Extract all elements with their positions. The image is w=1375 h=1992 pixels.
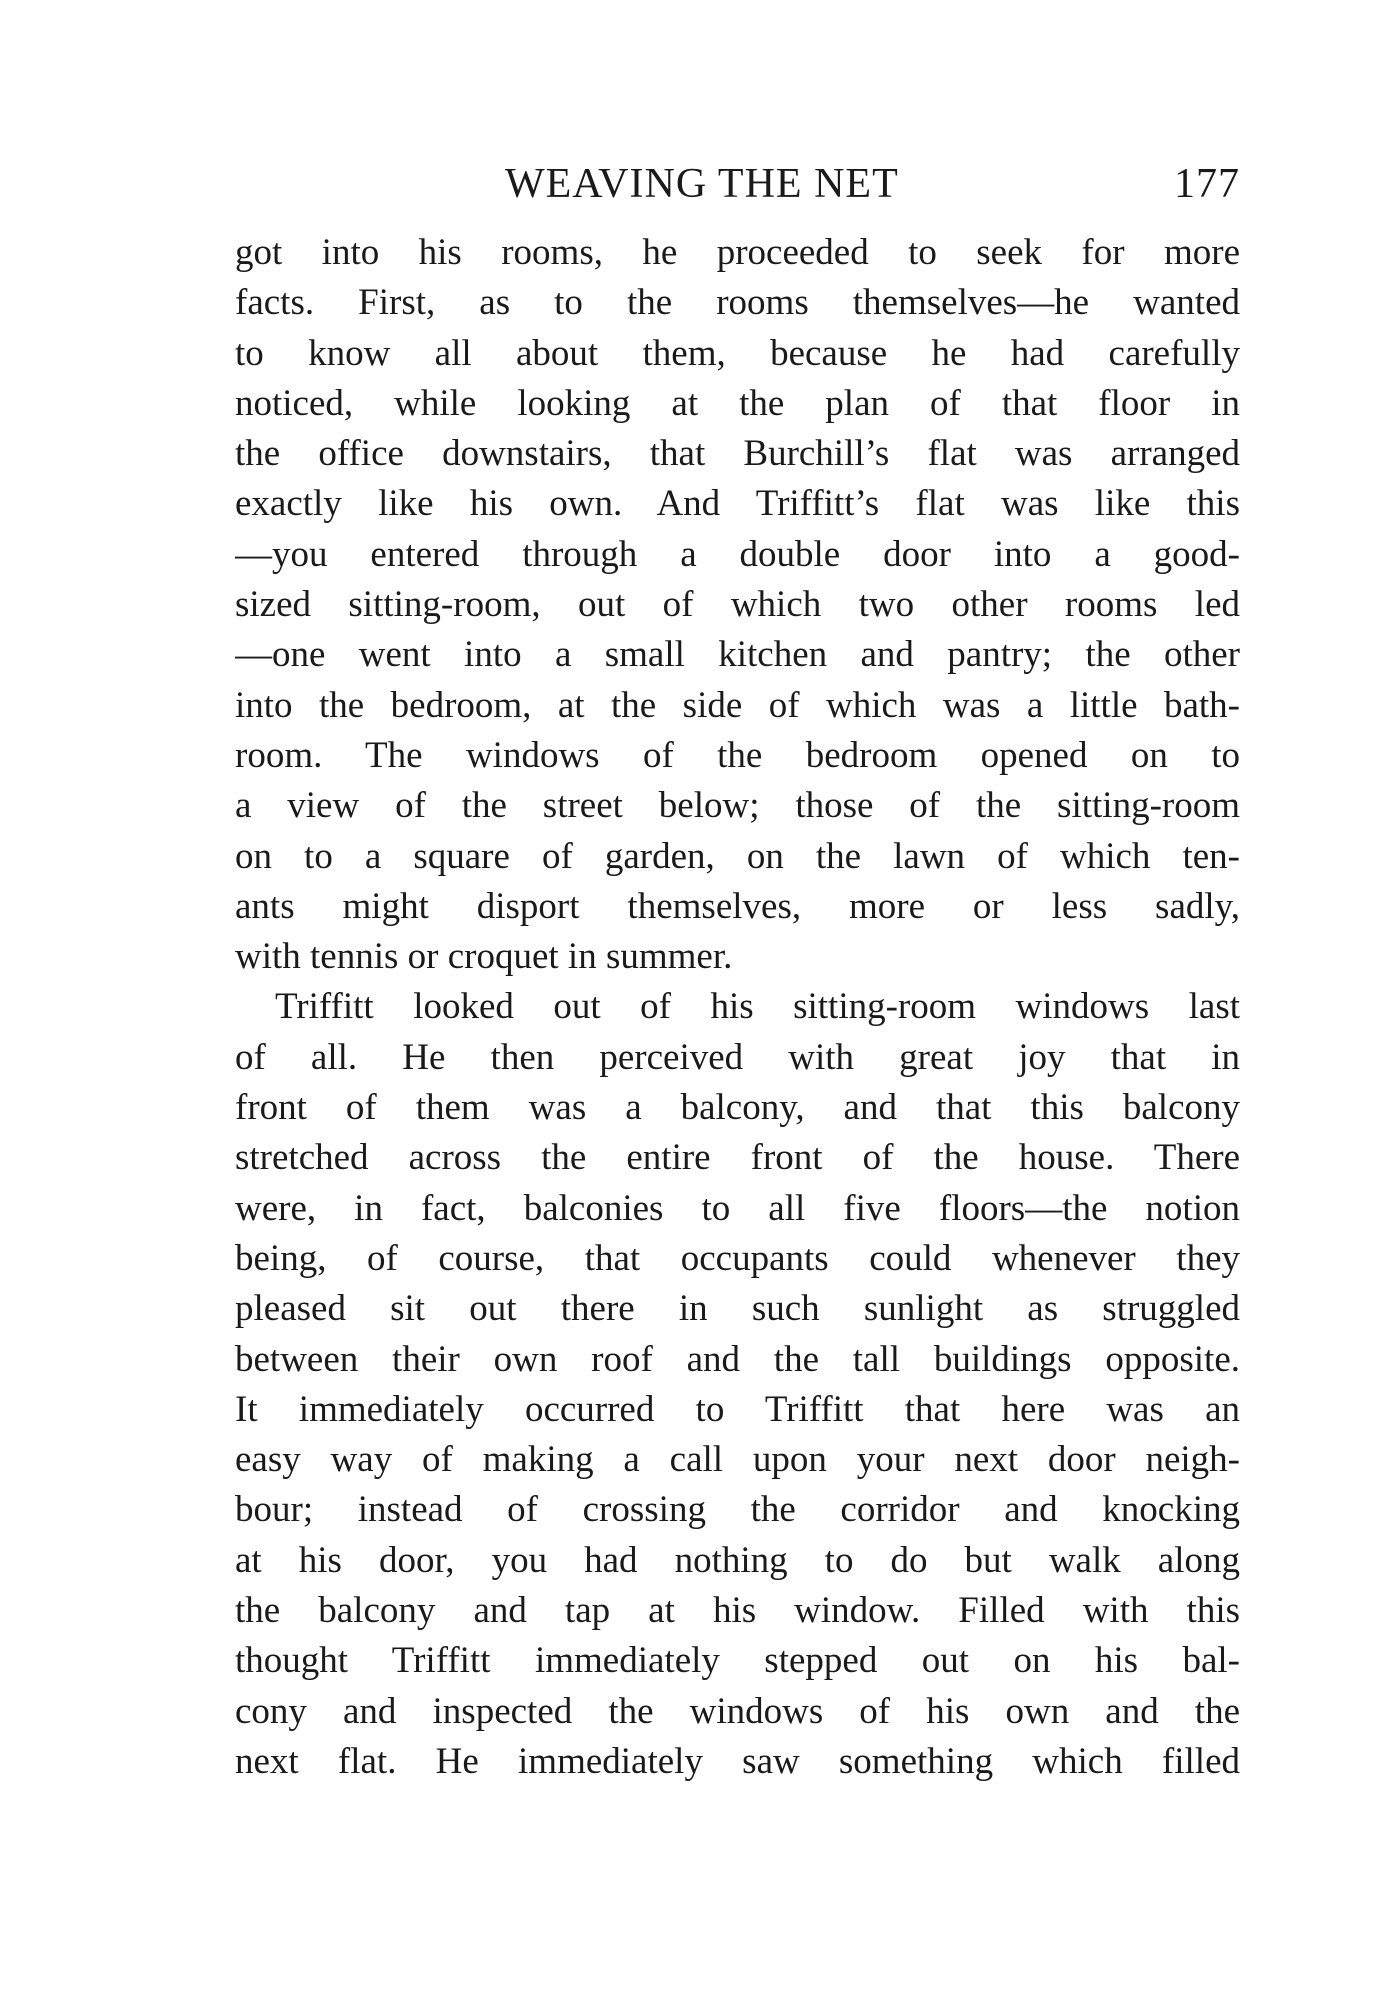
text-line: thought Triffitt immediately stepped out on his bal- xyxy=(235,1640,1240,1682)
text-line: Triffitt looked out of his sitting-room windows last xyxy=(275,986,1240,1028)
text-line: —one went into a small kitchen and pantry; the other xyxy=(235,634,1240,676)
text-line: bour; instead of crossing the corridor and knocking xyxy=(235,1489,1240,1531)
body-text xyxy=(235,228,1240,1787)
text-line: got into his rooms, he proceeded to seek for more xyxy=(235,232,1240,273)
text-line: noticed, while looking at the plan of that floor in xyxy=(235,382,1240,424)
paragraph xyxy=(235,982,1240,1787)
text-line: pleased sit out there in such sunlight as struggled xyxy=(235,1288,1240,1330)
text-line: being, of course, that occupants could whenever they xyxy=(235,1237,1240,1279)
paragraph xyxy=(235,228,1240,982)
text-line: were, in fact, balconies to all five floors—the notion xyxy=(235,1187,1240,1229)
text-line: ants might disport themselves, more or less sadly, xyxy=(235,885,1240,927)
text-line: room. The windows of the bedroom opened on to xyxy=(235,734,1240,776)
text-line: the balcony and tap at his window. Filled with this xyxy=(235,1590,1240,1632)
text-line: a view of the street below; those of the sitting-room xyxy=(235,785,1240,827)
text-line: the office downstairs, that Burchill’s flat was arranged xyxy=(235,433,1240,475)
text-line: next flat. He immediately saw something which filled xyxy=(235,1740,1240,1782)
text-line: at his door, you had nothing to do but walk along xyxy=(235,1539,1240,1581)
text-line: sized sitting-room, out of which two other rooms led xyxy=(235,584,1240,626)
text-line: into the bedroom, at the side of which was a little bath- xyxy=(235,684,1240,726)
text-line: on to a square of garden, on the lawn of which ten- xyxy=(235,835,1240,877)
text-line: It immediately occurred to Triffitt that here was an xyxy=(235,1388,1240,1430)
text-line: cony and inspected the windows of his own and the xyxy=(235,1690,1240,1732)
text-line: exactly like his own. And Triffitt’s flat was like this xyxy=(235,483,1240,525)
text-line: —you entered through a double door into a good- xyxy=(235,533,1240,575)
text-line: between their own roof and the tall buildings opposite. xyxy=(235,1338,1240,1380)
text-line: to know all about them, because he had carefully xyxy=(235,332,1240,374)
text-line: front of them was a balcony, and that this balcony xyxy=(235,1087,1240,1129)
running-title: WEAVING THE NET xyxy=(505,161,899,207)
running-head xyxy=(235,160,1240,220)
text-line: stretched across the entire front of the house. There xyxy=(235,1137,1240,1179)
text-line: facts. First, as to the rooms themselves—he wanted xyxy=(235,282,1240,324)
text-line: easy way of making a call upon your next door neigh- xyxy=(235,1439,1240,1481)
page-number: 177 xyxy=(1174,161,1240,207)
text-line: of all. He then perceived with great joy that in xyxy=(235,1036,1240,1078)
text-line: with tennis or croquet in summer. xyxy=(235,936,733,978)
